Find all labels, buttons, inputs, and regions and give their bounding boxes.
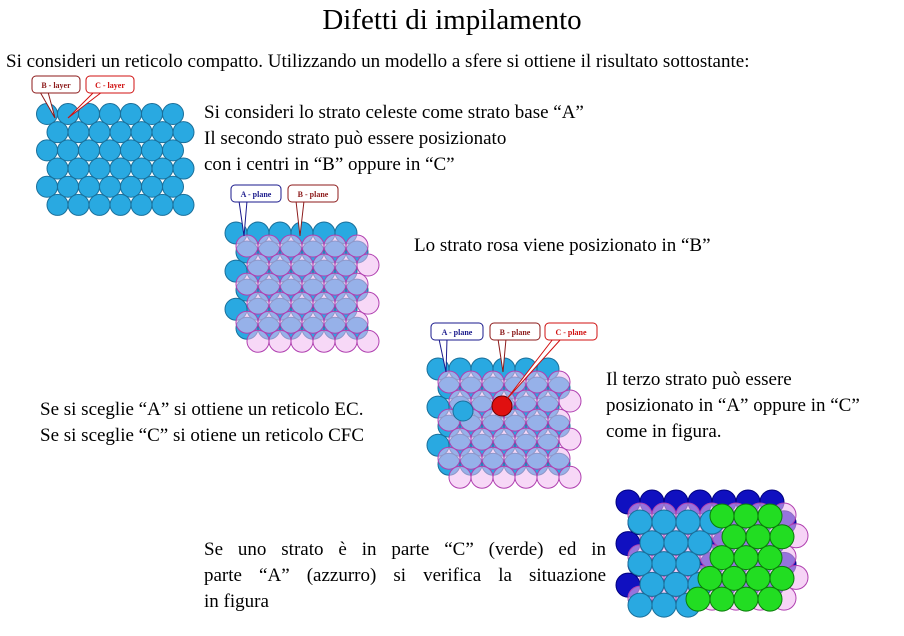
sphere-layer-b [258,235,280,257]
sphere-layer-a-region [640,531,664,555]
caption-line: Se uno strato è in parte “C” (verde) ed in [204,539,606,560]
sphere-layer-a-region [664,531,688,555]
sphere-layer-a [47,122,68,143]
sphere-layer-b [236,311,258,333]
sphere-layer-b [493,428,515,450]
sphere-layer-b [438,447,460,469]
sphere-layer-a [121,104,142,125]
sphere-layer-b [346,235,368,257]
sphere-layer-b [346,273,368,295]
sphere-layer-a [142,140,163,161]
caption-line: parte “A” (azzurro) si verifica la situazione [204,565,606,586]
caption-line: Il secondo strato può essere posizionato [204,128,507,149]
sphere-layer-a [163,104,184,125]
sphere-layer-b [559,390,581,412]
sphere-layer-a [173,122,194,143]
callout-text: C - layer [95,81,125,90]
sphere-layer-c-region [698,566,722,590]
caption-line: Se si sceglie “C” si otiene un reticolo CFC [40,425,365,446]
intro-text: Si consideri un reticolo compatto. Utilizzando un modello a sfere si ottiene il risultato sottostante: [6,51,750,72]
sphere-layer-b [357,292,379,314]
sphere-layer-b [559,428,581,450]
sphere-layer-b [247,254,269,276]
sphere-layer-a-region [652,510,676,534]
sphere-layer-b [460,447,482,469]
figure-stacking-fault [616,490,808,617]
sphere-layer-c-region [734,504,758,528]
sphere-layer-b [449,466,471,488]
sphere-layer-b [302,273,324,295]
sphere-layer-c-region [710,504,734,528]
sphere-layer-b [324,311,346,333]
sphere-layer-a-region [628,552,652,576]
sphere-layer-a [58,176,79,197]
sphere-layer-a [152,194,173,215]
sphere-layer-a [89,122,110,143]
figure-base-layer [37,104,195,216]
sphere-layer-b [357,254,379,276]
sphere-layer-a [79,176,100,197]
sphere-layer-b [236,235,258,257]
sphere-layer-c-region [746,525,770,549]
sphere-layer-a [110,194,131,215]
sphere-layer-a [163,140,184,161]
sphere-layer-c-region [770,525,794,549]
sphere-layer-b [280,311,302,333]
sphere-layer-b [548,409,570,431]
sphere-layer-b [280,235,302,257]
sphere-layer-b [537,466,559,488]
sphere-layer-b [313,292,335,314]
sphere-layer-b [515,428,537,450]
sphere-layer-a [121,140,142,161]
caption-pink-layer: Lo strato rosa viene posizionato in “B” [414,235,711,256]
sphere-layer-b [313,254,335,276]
sphere-layer-b [537,390,559,412]
sphere-layer-b [313,330,335,352]
caption-line: con i centri in “B” oppure in “C” [204,154,455,175]
sphere-layer-b [324,273,346,295]
sphere-layer-a [89,158,110,179]
sphere-layer-a [100,140,121,161]
sphere-layer-b [280,273,302,295]
sphere-layer-b [559,466,581,488]
sphere-layer-b [302,311,324,333]
sphere-layer-c-region [734,546,758,570]
sphere-layer-a [110,122,131,143]
sphere-layer-b [258,273,280,295]
sphere-layer-b [236,273,258,295]
sphere-layer-a [100,104,121,125]
sphere-layer-a [131,158,152,179]
sphere-layer-a-marker [453,401,473,421]
sphere-layer-b [526,447,548,469]
callout-text: A - plane [441,328,473,337]
sphere-layer-b [335,330,357,352]
sphere-layer-c-region [710,546,734,570]
callout-text: C - plane [555,328,587,337]
sphere-layer-b [291,330,313,352]
sphere-layer-b [247,292,269,314]
sphere-layer-a [152,158,173,179]
sphere-layer-b [537,428,559,450]
sphere-layer-a [79,140,100,161]
sphere-layer-a-region [676,510,700,534]
sphere-layer-c-region [758,504,782,528]
sphere-layer-a [68,158,89,179]
sphere-layer-b [269,292,291,314]
sphere-layer-a [58,140,79,161]
sphere-layer-b [247,330,269,352]
sphere-layer-a [142,176,163,197]
sphere-layer-b [471,428,493,450]
sphere-layer-a [47,194,68,215]
caption-line: posizionato in “A” oppure in “C” [606,395,860,416]
sphere-layer-b [269,254,291,276]
sphere-layer-b [449,428,471,450]
sphere-layer-c-region [746,566,770,590]
sphere-layer-b [471,390,493,412]
sphere-layer-c-region [770,566,794,590]
sphere-layer-a [37,176,58,197]
caption-line: Se si sceglie “A” si ottiene un reticolo EC. [40,399,364,420]
sphere-layer-b [346,311,368,333]
sphere-layer-a-region [640,572,664,596]
sphere-layer-a [110,158,131,179]
page-title: Difetti di impilamento [322,4,582,36]
sphere-layer-b [504,447,526,469]
sphere-layer-a [152,122,173,143]
sphere-layer-c-region [758,546,782,570]
sphere-layer-b [482,447,504,469]
sphere-layer-b [357,330,379,352]
sphere-layer-b [324,235,346,257]
sphere-layer-a [100,176,121,197]
sphere-layer-a [58,104,79,125]
callout-text: B - layer [41,81,71,90]
sphere-layer-a [121,176,142,197]
sphere-layer-a-region [628,510,652,534]
sphere-layer-a [173,194,194,215]
sphere-layer-a [131,194,152,215]
sphere-layer-b [526,409,548,431]
sphere-layer-b [471,466,493,488]
caption-line: come in figura. [606,421,722,442]
callout-text: A - plane [240,190,272,199]
sphere-layer-b [438,371,460,393]
sphere-layer-c-region [710,587,734,611]
sphere-layer-a [163,176,184,197]
sphere-layer-b [515,390,537,412]
sphere-layer-a [173,158,194,179]
sphere-layer-a-region [688,531,712,555]
sphere-layer-a [47,158,68,179]
caption-line: Il terzo strato può essere [606,369,792,390]
sphere-layer-a [131,122,152,143]
sphere-layer-b [548,371,570,393]
sphere-layer-c-region [722,566,746,590]
callout-text: B - plane [499,328,531,337]
sphere-layer-c-region [758,587,782,611]
sphere-layer-b [335,254,357,276]
sphere-layer-b [291,254,313,276]
sphere-layer-c-region [722,525,746,549]
sphere-layer-a-region [676,552,700,576]
sphere-layer-a [68,194,89,215]
sphere-layer-b [493,466,515,488]
sphere-layer-c-marker [492,396,512,416]
sphere-layer-a-region [664,572,688,596]
sphere-layer-b [302,235,324,257]
sphere-layer-b [269,330,291,352]
sphere-layer-a [89,194,110,215]
sphere-layer-b [515,466,537,488]
sphere-layer-b [291,292,313,314]
sphere-layer-b [460,371,482,393]
sphere-layer-a [37,140,58,161]
sphere-layer-b [335,292,357,314]
sphere-layer-a-region [652,552,676,576]
figure-two-layers [225,222,379,352]
sphere-layer-a-region [628,593,652,617]
caption-line: Si consideri lo strato celeste come strato base “A” [204,102,584,123]
sphere-layer-a-region [652,593,676,617]
sphere-layer-a [142,104,163,125]
caption-line: in figura [204,591,269,612]
figure-three-layers [427,358,581,488]
sphere-layer-b [548,447,570,469]
sphere-layer-b [482,371,504,393]
callout-text: B - plane [297,190,329,199]
sphere-layer-a [68,122,89,143]
sphere-layer-b [258,311,280,333]
sphere-layer-c-region [686,587,710,611]
sphere-layer-c-region [734,587,758,611]
